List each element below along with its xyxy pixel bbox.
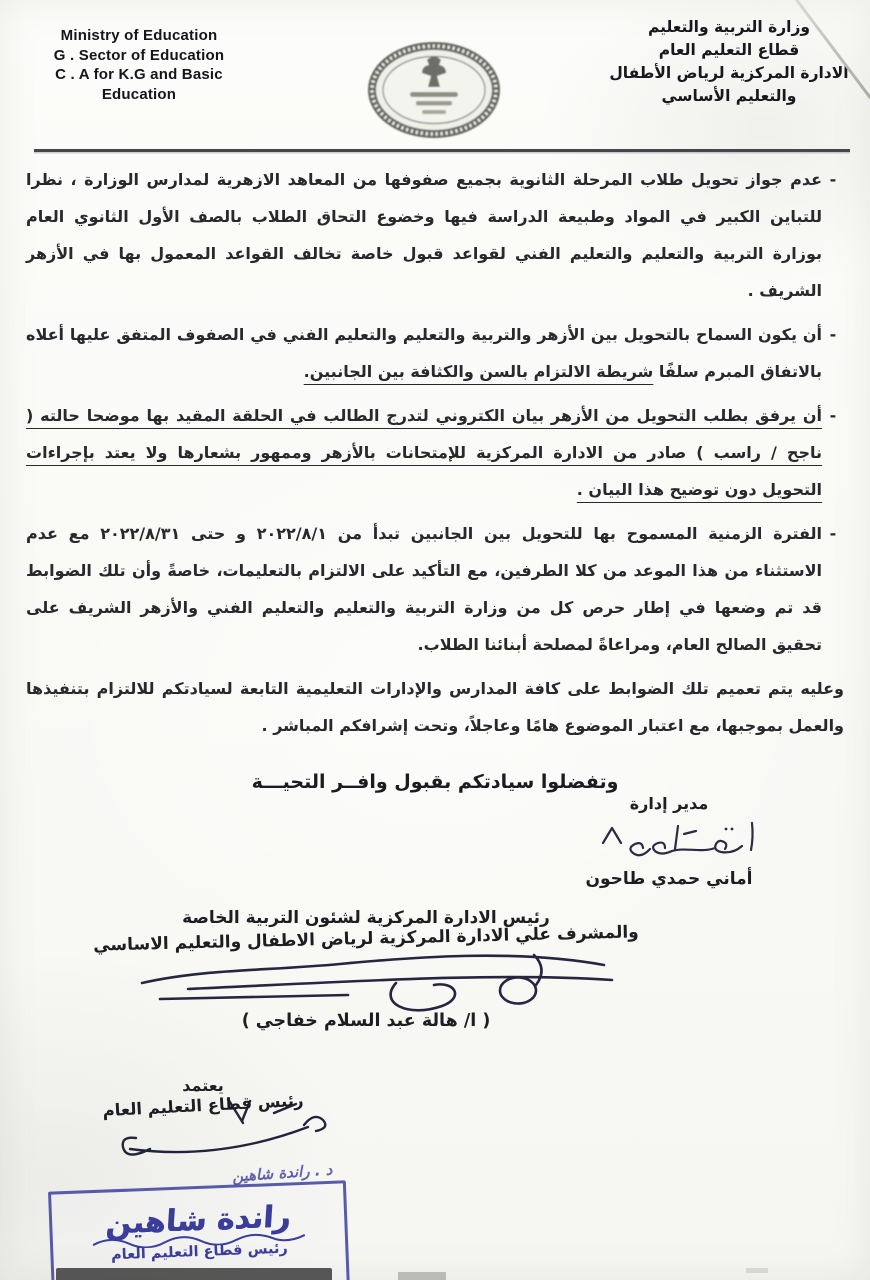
letter-body	[26, 161, 844, 801]
directive-text-underlined: شريطة الالتزام بالسن والكثافة بين الجانبين.	[303, 362, 654, 381]
signatory-name: ( ا/ هالة عبد السلام خفاجي )	[241, 1011, 491, 1031]
signatory-title-line1: رئيس الادارة المركزية لشئون التربية الخاصة	[182, 908, 550, 928]
directive-item-1	[26, 161, 844, 309]
directive-text	[26, 397, 822, 508]
signature-block-central-admin-head	[92, 908, 640, 1031]
stamp-script-annotation: د . راندة شاهين	[231, 1160, 333, 1186]
bullet-dash: -	[829, 170, 837, 189]
bullet-dash: -	[829, 325, 837, 344]
salutation-line: وتفضلوا سيادتكم بقبول وافــر التحيـــة	[251, 771, 619, 793]
directive-text-underlined: أن يرفق بطلب التحويل من الأزهر بيان الكتروني لتدرج الطالب في الحلقة المقيد بها موضحا حالته ( ناجح / راسب ) صادر من الادارة المركزية للإمتحانات بالأزهر وممهور بشعارها ولا يعتد بإجراءات التحويل دون توضيح هذا البيان .	[26, 406, 822, 499]
bullet-dash: -	[829, 406, 837, 425]
scan-edge-artifact	[398, 1272, 446, 1280]
directive-item-4	[26, 515, 844, 663]
approval-label: يعتمد	[182, 1076, 224, 1095]
bullet-dash: -	[829, 524, 837, 543]
letterhead-arabic-line: الادارة المركزية لرياض الأطفال	[609, 64, 849, 82]
ministry-seal-icon	[366, 40, 502, 144]
directive-text-plain: أن يكون السماح بالتحويل بين الأزهر والتربية والتعليم والتعليم الفني في الصفوف المتفق عليها أعلاه بالاتفاق المبرم سلفًا	[26, 325, 822, 381]
directive-item-2	[26, 316, 844, 390]
letterhead-english-line: C . A for K.G and Basic	[55, 66, 223, 83]
closing-paragraph: وعليه يتم تعميم تلك الضوابط على كافة المدارس والإدارات التعليمية التابعة لسيادتكم للالتزام بتنفيذها والعمل بموجبها، مع اعتبار الموضوع هامًا وعاجلاً، وتحت إشرافكم المباشر .	[26, 679, 844, 735]
directive-text	[26, 316, 822, 390]
letterhead-arabic-line: وزارة التربية والتعليم	[647, 18, 811, 36]
letterhead-english-line: G . Sector of Education	[53, 46, 225, 64]
signature-block-director	[564, 794, 774, 889]
directive-item-3	[26, 397, 844, 508]
scan-edge-artifact	[746, 1268, 768, 1273]
signature-block-approval	[58, 1076, 348, 1165]
official-stamp	[48, 1180, 350, 1280]
directive-text: الفترة الزمنية المسموح بها للتحويل بين الجانبين تبدأ من ٢٠٢٢/٨/١ و حتى ٢٠٢٢/٨/٣١ مع عدم الاستثناء من هذا الموعد من كلا الطرفين، مع التأكيد على الالتزام بالتعليمات، خاصةً وأن تلك الضوابط قد تم وضعها في إطار حرص كل من وزارة التربية والتعليم والتعليم الفني والأزهر الشريف على تحقيق الصالح العام، ومراعاةً لمصلحة أبنائنا الطلاب.	[26, 524, 822, 654]
letterhead-english	[30, 26, 248, 104]
letterhead-english-line: Education	[101, 85, 177, 103]
directive-text: عدم جواز تحويل طلاب المرحلة الثانوية بجميع صفوفها من المعاهد الازهرية لمدارس الوزارة ، نظرا للتباين الكبير في المواد وطبيعة الدراسة فيها وخضوع التحاق الطلاب بالصف الأول الثانوي العام بوزارة التربية والتعليم والتعليم الفني لقواعد قبول خاصة تخالف القواعد المعمول بها في الأزهر الشريف .	[26, 170, 822, 300]
signatory-title: مدير إدارة	[629, 794, 709, 813]
signatory-title-line2: والمشرف علي الادارة المركزية لرياض الاطفال والتعليم الاساسي	[92, 922, 639, 956]
letterhead-english-line: Ministry of Education	[60, 27, 218, 44]
header-divider-rule	[34, 149, 850, 152]
handwritten-signature-director	[574, 813, 764, 869]
letterhead-arabic-line: والتعليم الأساسي	[661, 87, 797, 105]
scan-edge-artifact	[56, 1268, 332, 1280]
letterhead-arabic-line: قطاع التعليم العام	[658, 41, 800, 59]
signatory-title: رئيس قطاع التعليم العام	[102, 1090, 304, 1121]
signatory-name: أماني حمدي طاحون	[585, 869, 753, 889]
stamp-title: رئيس قطاع التعليم العام	[110, 1240, 289, 1264]
stamp-name: راندة شاهين	[104, 1199, 292, 1242]
